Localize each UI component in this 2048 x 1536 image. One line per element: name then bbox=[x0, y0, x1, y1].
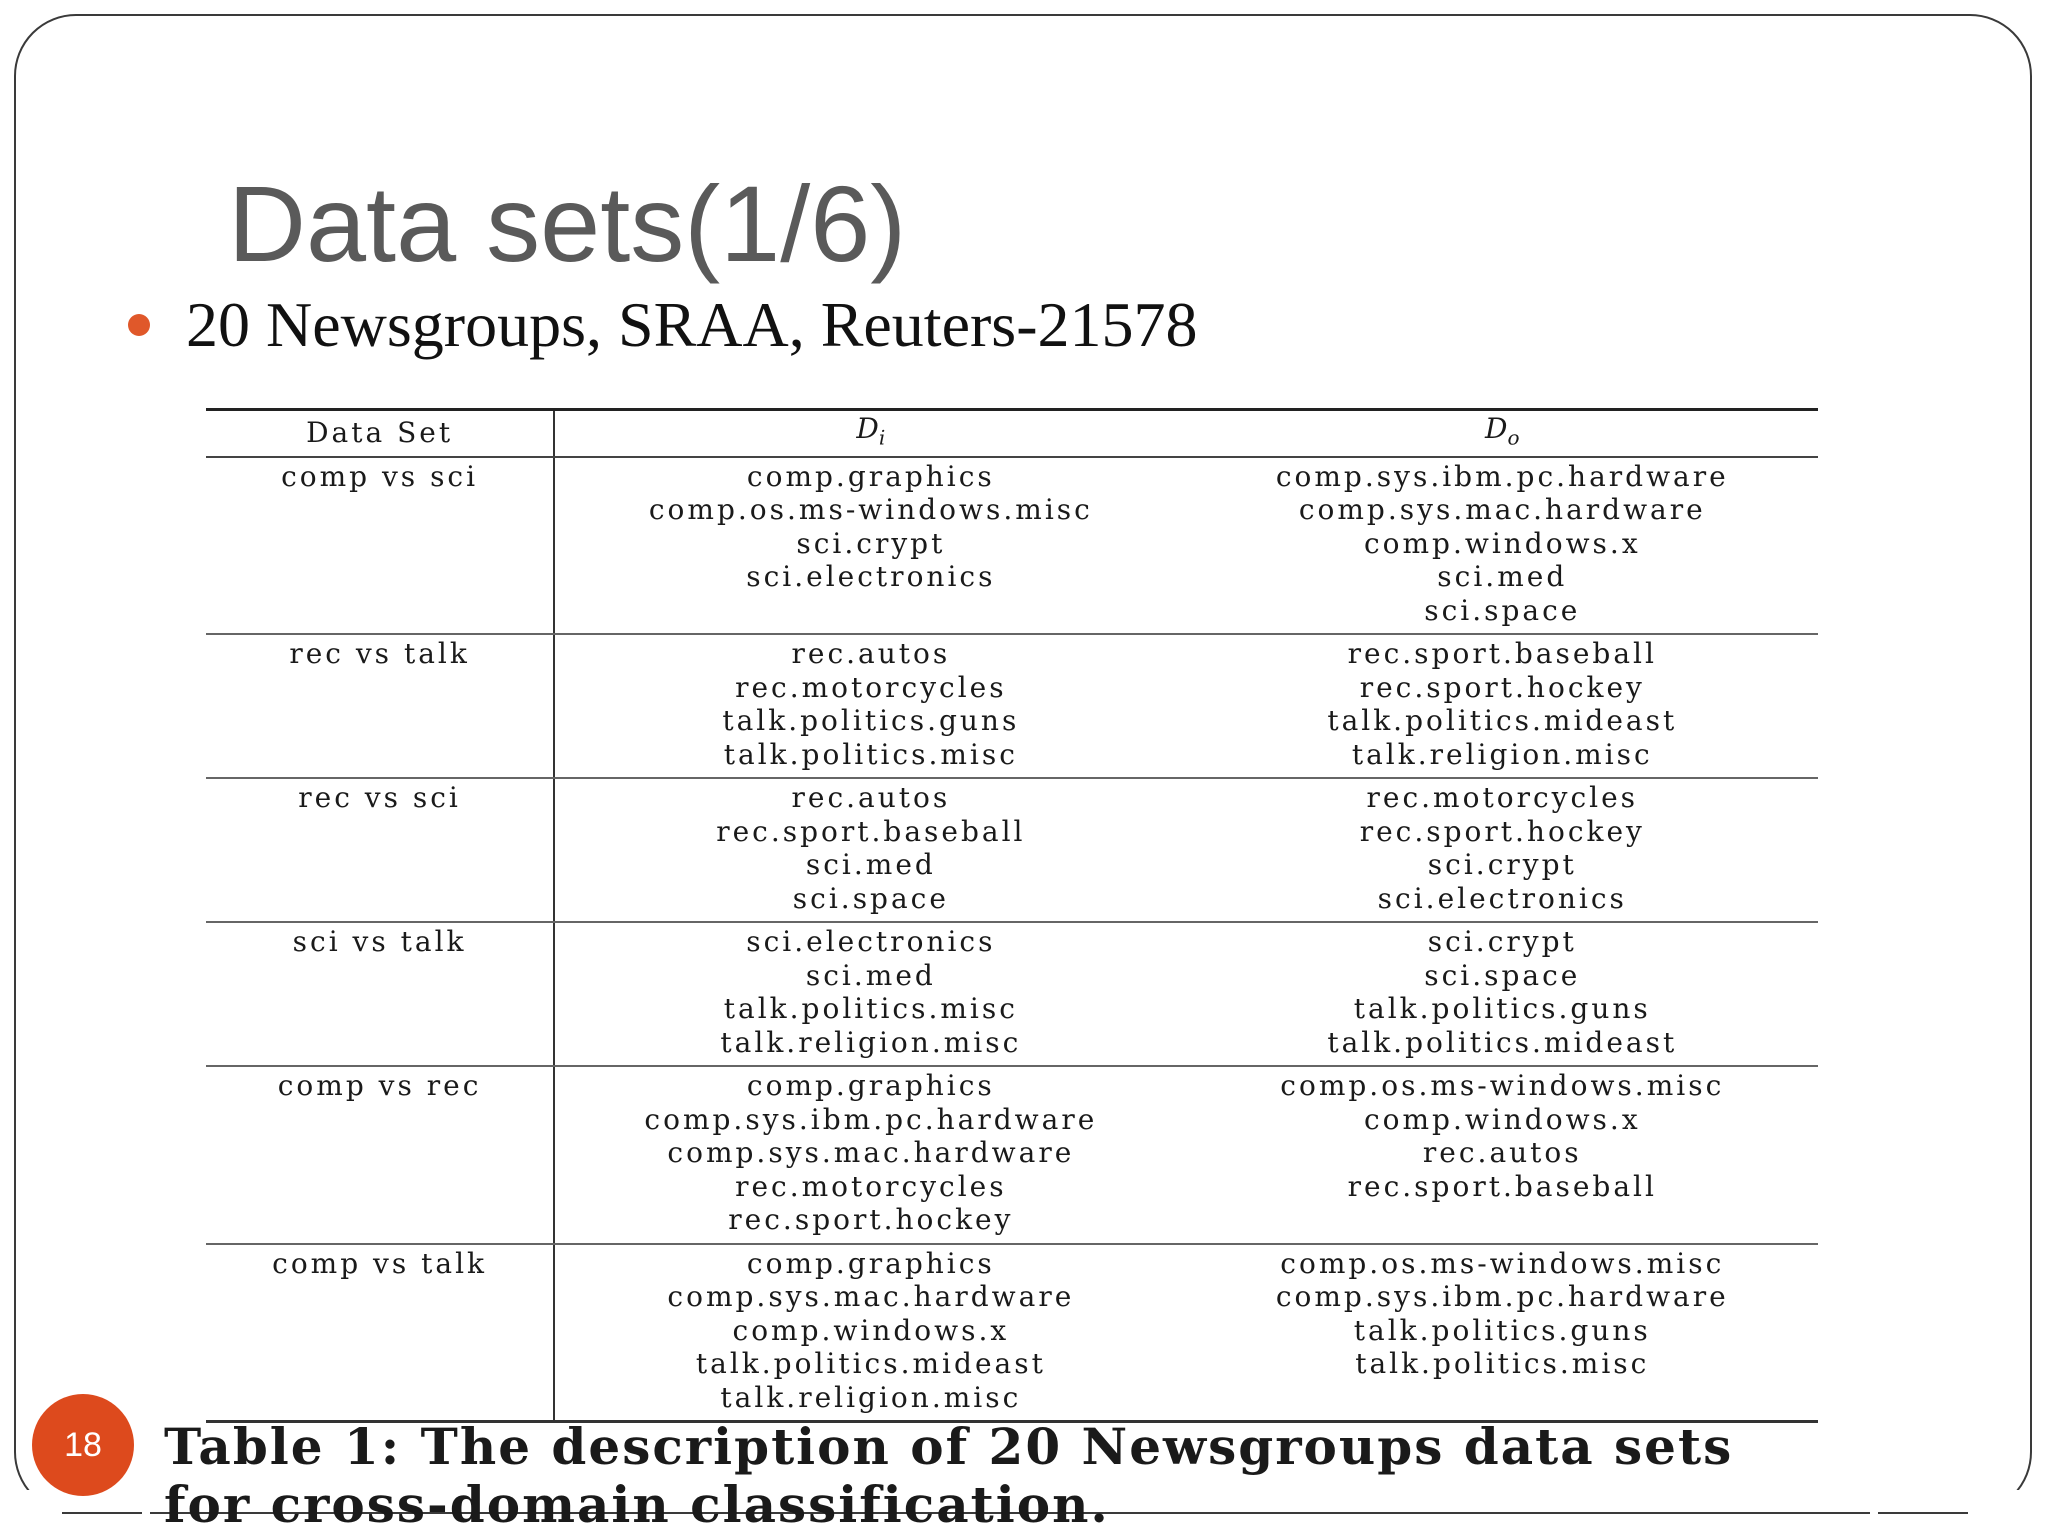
datasets-table bbox=[206, 408, 1818, 1423]
do-category: talk.politics.mideast bbox=[1327, 1025, 1678, 1059]
do-category: talk.religion.misc bbox=[1351, 737, 1653, 771]
do-category: rec.autos bbox=[1422, 1136, 1582, 1170]
header-data-set: Data Set bbox=[206, 410, 554, 457]
di-category: talk.religion.misc bbox=[720, 1025, 1022, 1059]
di-category: comp.os.ms-windows.misc bbox=[648, 493, 1093, 527]
di-category: rec.autos bbox=[791, 781, 951, 815]
table-row bbox=[206, 1066, 1818, 1244]
row-dataset-name: comp vs talk bbox=[206, 1244, 554, 1422]
header-do bbox=[1187, 410, 1818, 457]
row-di-cell bbox=[554, 1066, 1186, 1244]
table-row bbox=[206, 457, 1818, 635]
frame-stub-left bbox=[62, 1512, 142, 1514]
caption-line-1: Table 1: The description of 20 Newsgroups data sets bbox=[164, 1417, 1734, 1476]
di-category: comp.graphics bbox=[746, 1069, 995, 1103]
row-do-cell bbox=[1187, 1244, 1818, 1422]
di-category: comp.sys.ibm.pc.hardware bbox=[644, 1102, 1098, 1136]
frame-stub-right bbox=[1878, 1512, 1968, 1514]
di-category: rec.motorcycles bbox=[735, 670, 1007, 704]
table-caption bbox=[164, 1418, 1884, 1534]
do-symbol: D bbox=[1485, 412, 1508, 445]
do-category: comp.os.ms-windows.misc bbox=[1280, 1069, 1725, 1103]
table-row bbox=[206, 922, 1818, 1066]
di-subscript: i bbox=[878, 425, 886, 450]
header-di bbox=[554, 410, 1186, 457]
table-row bbox=[206, 1244, 1818, 1422]
bullet-text: 20 Newsgroups, SRAA, Reuters-21578 bbox=[186, 289, 1198, 360]
di-category: rec.motorcycles bbox=[735, 1169, 1007, 1203]
di-category: comp.graphics bbox=[746, 459, 995, 493]
do-category: sci.crypt bbox=[1427, 848, 1577, 882]
di-category: talk.politics.mideast bbox=[695, 1347, 1046, 1381]
do-category: comp.sys.ibm.pc.hardware bbox=[1275, 1280, 1729, 1314]
di-category: comp.sys.mac.hardware bbox=[667, 1280, 1075, 1314]
do-category: sci.crypt bbox=[1427, 925, 1577, 959]
row-di-cell bbox=[554, 1244, 1186, 1422]
frame-gap-right bbox=[1870, 1490, 2020, 1530]
di-category: talk.politics.misc bbox=[723, 737, 1018, 771]
di-category: talk.politics.misc bbox=[723, 992, 1018, 1026]
row-dataset-name: rec vs talk bbox=[206, 634, 554, 778]
do-category: talk.politics.mideast bbox=[1327, 704, 1678, 738]
do-category: sci.space bbox=[1424, 958, 1581, 992]
di-category: rec.sport.baseball bbox=[716, 814, 1026, 848]
bullet-item bbox=[128, 288, 1198, 362]
row-dataset-name: sci vs talk bbox=[206, 922, 554, 1066]
table-body bbox=[206, 457, 1818, 1422]
di-category: comp.graphics bbox=[746, 1246, 995, 1280]
bullet-dot-icon bbox=[128, 314, 150, 336]
row-do-cell bbox=[1187, 634, 1818, 778]
do-category: rec.sport.hockey bbox=[1359, 814, 1645, 848]
row-dataset-name: comp vs sci bbox=[206, 457, 554, 635]
row-di-cell bbox=[554, 922, 1186, 1066]
table-row bbox=[206, 778, 1818, 922]
di-category: talk.politics.guns bbox=[722, 704, 1020, 738]
do-category: talk.politics.guns bbox=[1353, 1313, 1651, 1347]
do-category: talk.politics.misc bbox=[1355, 1347, 1650, 1381]
row-dataset-name: comp vs rec bbox=[206, 1066, 554, 1244]
di-category: sci.electronics bbox=[746, 560, 996, 594]
page-number-badge: 18 bbox=[32, 1394, 134, 1496]
row-di-cell bbox=[554, 778, 1186, 922]
do-category: comp.windows.x bbox=[1363, 1102, 1641, 1136]
do-category: rec.sport.baseball bbox=[1347, 1169, 1657, 1203]
frame-gap-left bbox=[0, 1490, 150, 1530]
do-category: comp.windows.x bbox=[1363, 526, 1641, 560]
row-dataset-name: rec vs sci bbox=[206, 778, 554, 922]
do-category: rec.sport.baseball bbox=[1347, 637, 1657, 671]
row-di-cell bbox=[554, 457, 1186, 635]
row-di-cell bbox=[554, 634, 1186, 778]
row-do-cell bbox=[1187, 457, 1818, 635]
di-category: talk.religion.misc bbox=[720, 1380, 1022, 1414]
do-category: rec.sport.hockey bbox=[1359, 670, 1645, 704]
di-category: rec.autos bbox=[791, 637, 951, 671]
do-subscript: o bbox=[1507, 425, 1520, 450]
di-category: comp.sys.mac.hardware bbox=[667, 1136, 1075, 1170]
do-category: sci.space bbox=[1424, 593, 1581, 627]
table-row bbox=[206, 634, 1818, 778]
di-category: sci.electronics bbox=[746, 925, 996, 959]
di-category: sci.space bbox=[792, 881, 949, 915]
caption-line-2: for cross-domain classification. bbox=[164, 1475, 1110, 1534]
do-category: comp.sys.mac.hardware bbox=[1298, 493, 1706, 527]
do-category: comp.os.ms-windows.misc bbox=[1280, 1246, 1725, 1280]
do-category: comp.sys.ibm.pc.hardware bbox=[1275, 459, 1729, 493]
table-header-row bbox=[206, 410, 1818, 457]
di-category: rec.sport.hockey bbox=[728, 1203, 1014, 1237]
di-symbol: D bbox=[856, 412, 879, 445]
slide-title: Data sets(1/6) bbox=[228, 163, 907, 284]
do-category: sci.med bbox=[1437, 560, 1568, 594]
di-category: sci.med bbox=[805, 848, 936, 882]
do-category: sci.electronics bbox=[1377, 881, 1627, 915]
row-do-cell bbox=[1187, 1066, 1818, 1244]
row-do-cell bbox=[1187, 922, 1818, 1066]
row-do-cell bbox=[1187, 778, 1818, 922]
di-category: sci.crypt bbox=[796, 526, 946, 560]
do-category: rec.motorcycles bbox=[1366, 781, 1639, 815]
do-category: talk.politics.guns bbox=[1353, 992, 1651, 1026]
di-category: sci.med bbox=[805, 958, 936, 992]
di-category: comp.windows.x bbox=[732, 1313, 1010, 1347]
